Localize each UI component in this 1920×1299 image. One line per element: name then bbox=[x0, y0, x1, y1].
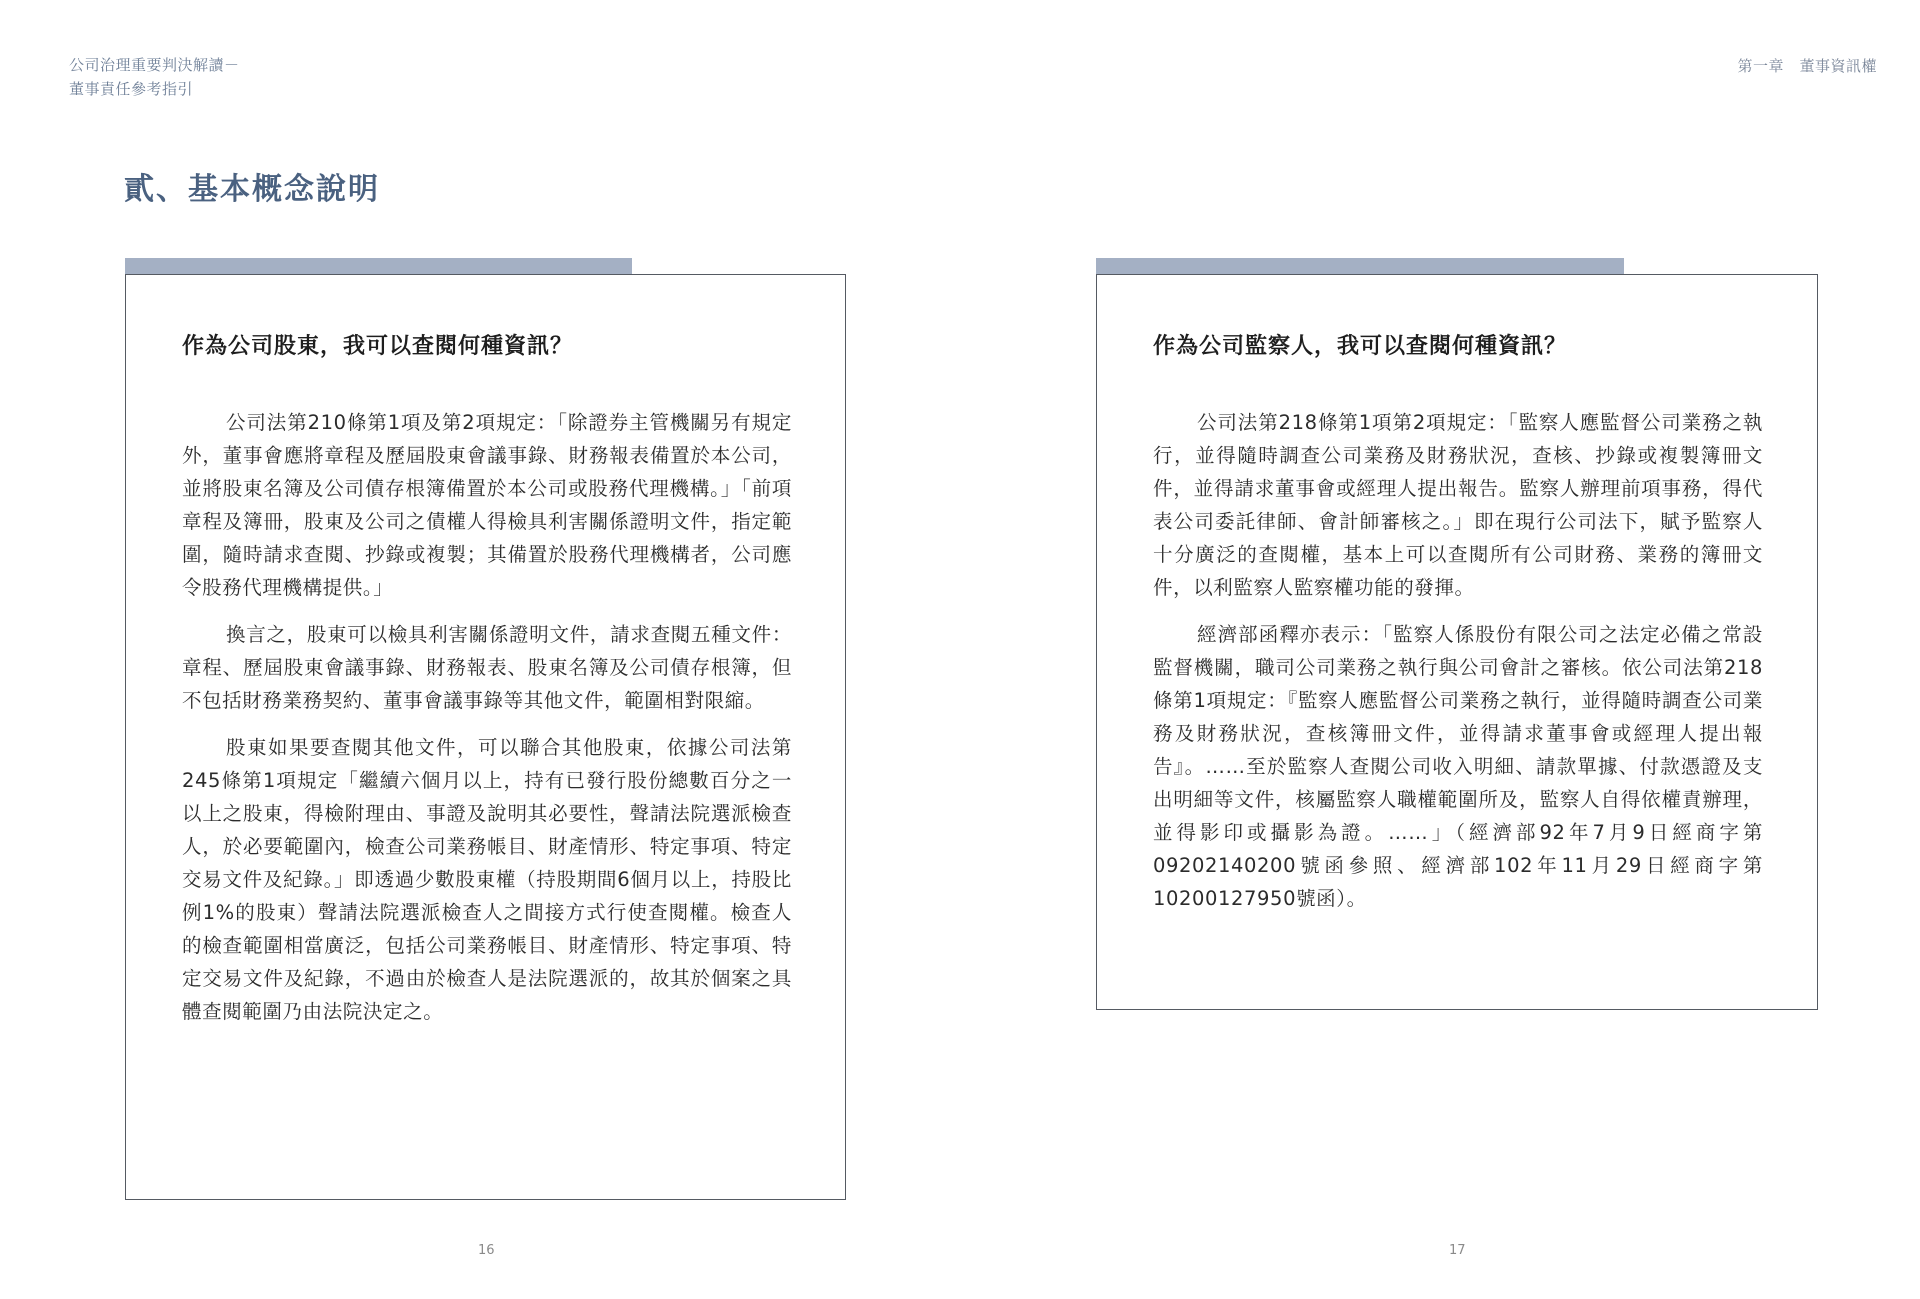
paragraph: 公司法第218條第1項第2項規定：「監察人應監督公司業務之執行，並得隨時調查公司業務及財務狀況，查核、抄錄或複製簿冊文件，並得請求董事會或經理人提出報告。監察人辦理前項事務，得代表公司委託律師、會計師審核之。」即在現行公司法下，賦予監察人十分廣泛的查閱權，基本上可以查閱所有公司財務、業務的簿冊文件，以利監察人監察權功能的發揮。 bbox=[1153, 411, 1763, 599]
supervisor-question: 作為公司監察人，我可以查閱何種資訊？ bbox=[1153, 334, 1568, 359]
left-box-accent-bar bbox=[125, 258, 632, 274]
paragraph: 經濟部函釋亦表示：「監察人係股份有限公司之法定必備之常設監督機關，職司公司業務之執行與公司會計之審核。依公司法第218條第1項規定：『監察人應監督公司業務之執行，並得隨時調查公司業務及財務狀況，查核簿冊文件，並得請求董事會或經理人提出報告』。……至於監察人查閱公司收入明細、請款單據、付款憑證及支出明細等文件，核屬監察人職權範圍所及，監察人自得依權責辦理，並得影印或攝影為證。……」（經濟部92年7月9日經商字第09202140200號函參照、經濟部102年11月29日經商字第10200127950號函）。 bbox=[1153, 623, 1763, 910]
book-subtitle: 董事責任參考指引 bbox=[69, 80, 194, 98]
shareholder-info-box bbox=[125, 274, 846, 1200]
right-box-accent-bar bbox=[1096, 258, 1624, 274]
page-number-left: 16 bbox=[478, 1243, 495, 1258]
paragraph: 股東如果要查閱其他文件，可以聯合其他股東，依據公司法第245條第1項規定「繼續六個月以上，持有已發行股份總數百分之一以上之股東，得檢附理由、事證及說明其必要性，聲請法院選派檢查人，於必要範圍內，檢查公司業務帳目、財產情形、特定事項、特定交易文件及紀錄。」即透過少數股東權（持股期間6個月以上，持股比例1%的股東）聲請法院選派檢查人之間接方式行使查閱權。檢查人的檢查範圍相當廣泛，包括公司業務帳目、財產情形、特定事項、特定交易文件及紀錄，不過由於檢查人是法院選派的，故其於個案之具體查閱範圍乃由法院決定之。 bbox=[182, 736, 792, 1023]
supervisor-answer bbox=[1153, 406, 1763, 929]
book-title: 公司治理重要判決解讀－ bbox=[69, 56, 240, 74]
paragraph: 公司法第210條第1項及第2項規定：「除證券主管機關另有規定外，董事會應將章程及歷屆股東會議事錄、財務報表備置於本公司，並將股東名簿及公司債存根簿備置於本公司或股務代理機構。」「前項章程及簿冊，股東及公司之債權人得檢具利害關係證明文件，指定範圍，隨時請求查閱、抄錄或複製；其備置於股務代理機構者，公司應令股務代理機構提供。」 bbox=[182, 411, 792, 599]
running-header-left bbox=[69, 53, 240, 101]
section-title: 貳、基本概念說明 bbox=[124, 172, 380, 207]
chapter-header: 第一章 董事資訊權 bbox=[1737, 57, 1877, 75]
paragraph: 換言之，股東可以檢具利害關係證明文件，請求查閱五種文件：章程、歷屆股東會議事錄、財務報表、股東名簿及公司債存根簿，但不包括財務業務契約、董事會議事錄等其他文件，範圍相對限縮。 bbox=[182, 623, 792, 712]
page-number-right: 17 bbox=[1449, 1243, 1466, 1258]
supervisor-info-box bbox=[1096, 274, 1818, 1010]
shareholder-question: 作為公司股東，我可以查閱何種資訊？ bbox=[182, 334, 574, 359]
shareholder-answer bbox=[182, 406, 792, 1042]
